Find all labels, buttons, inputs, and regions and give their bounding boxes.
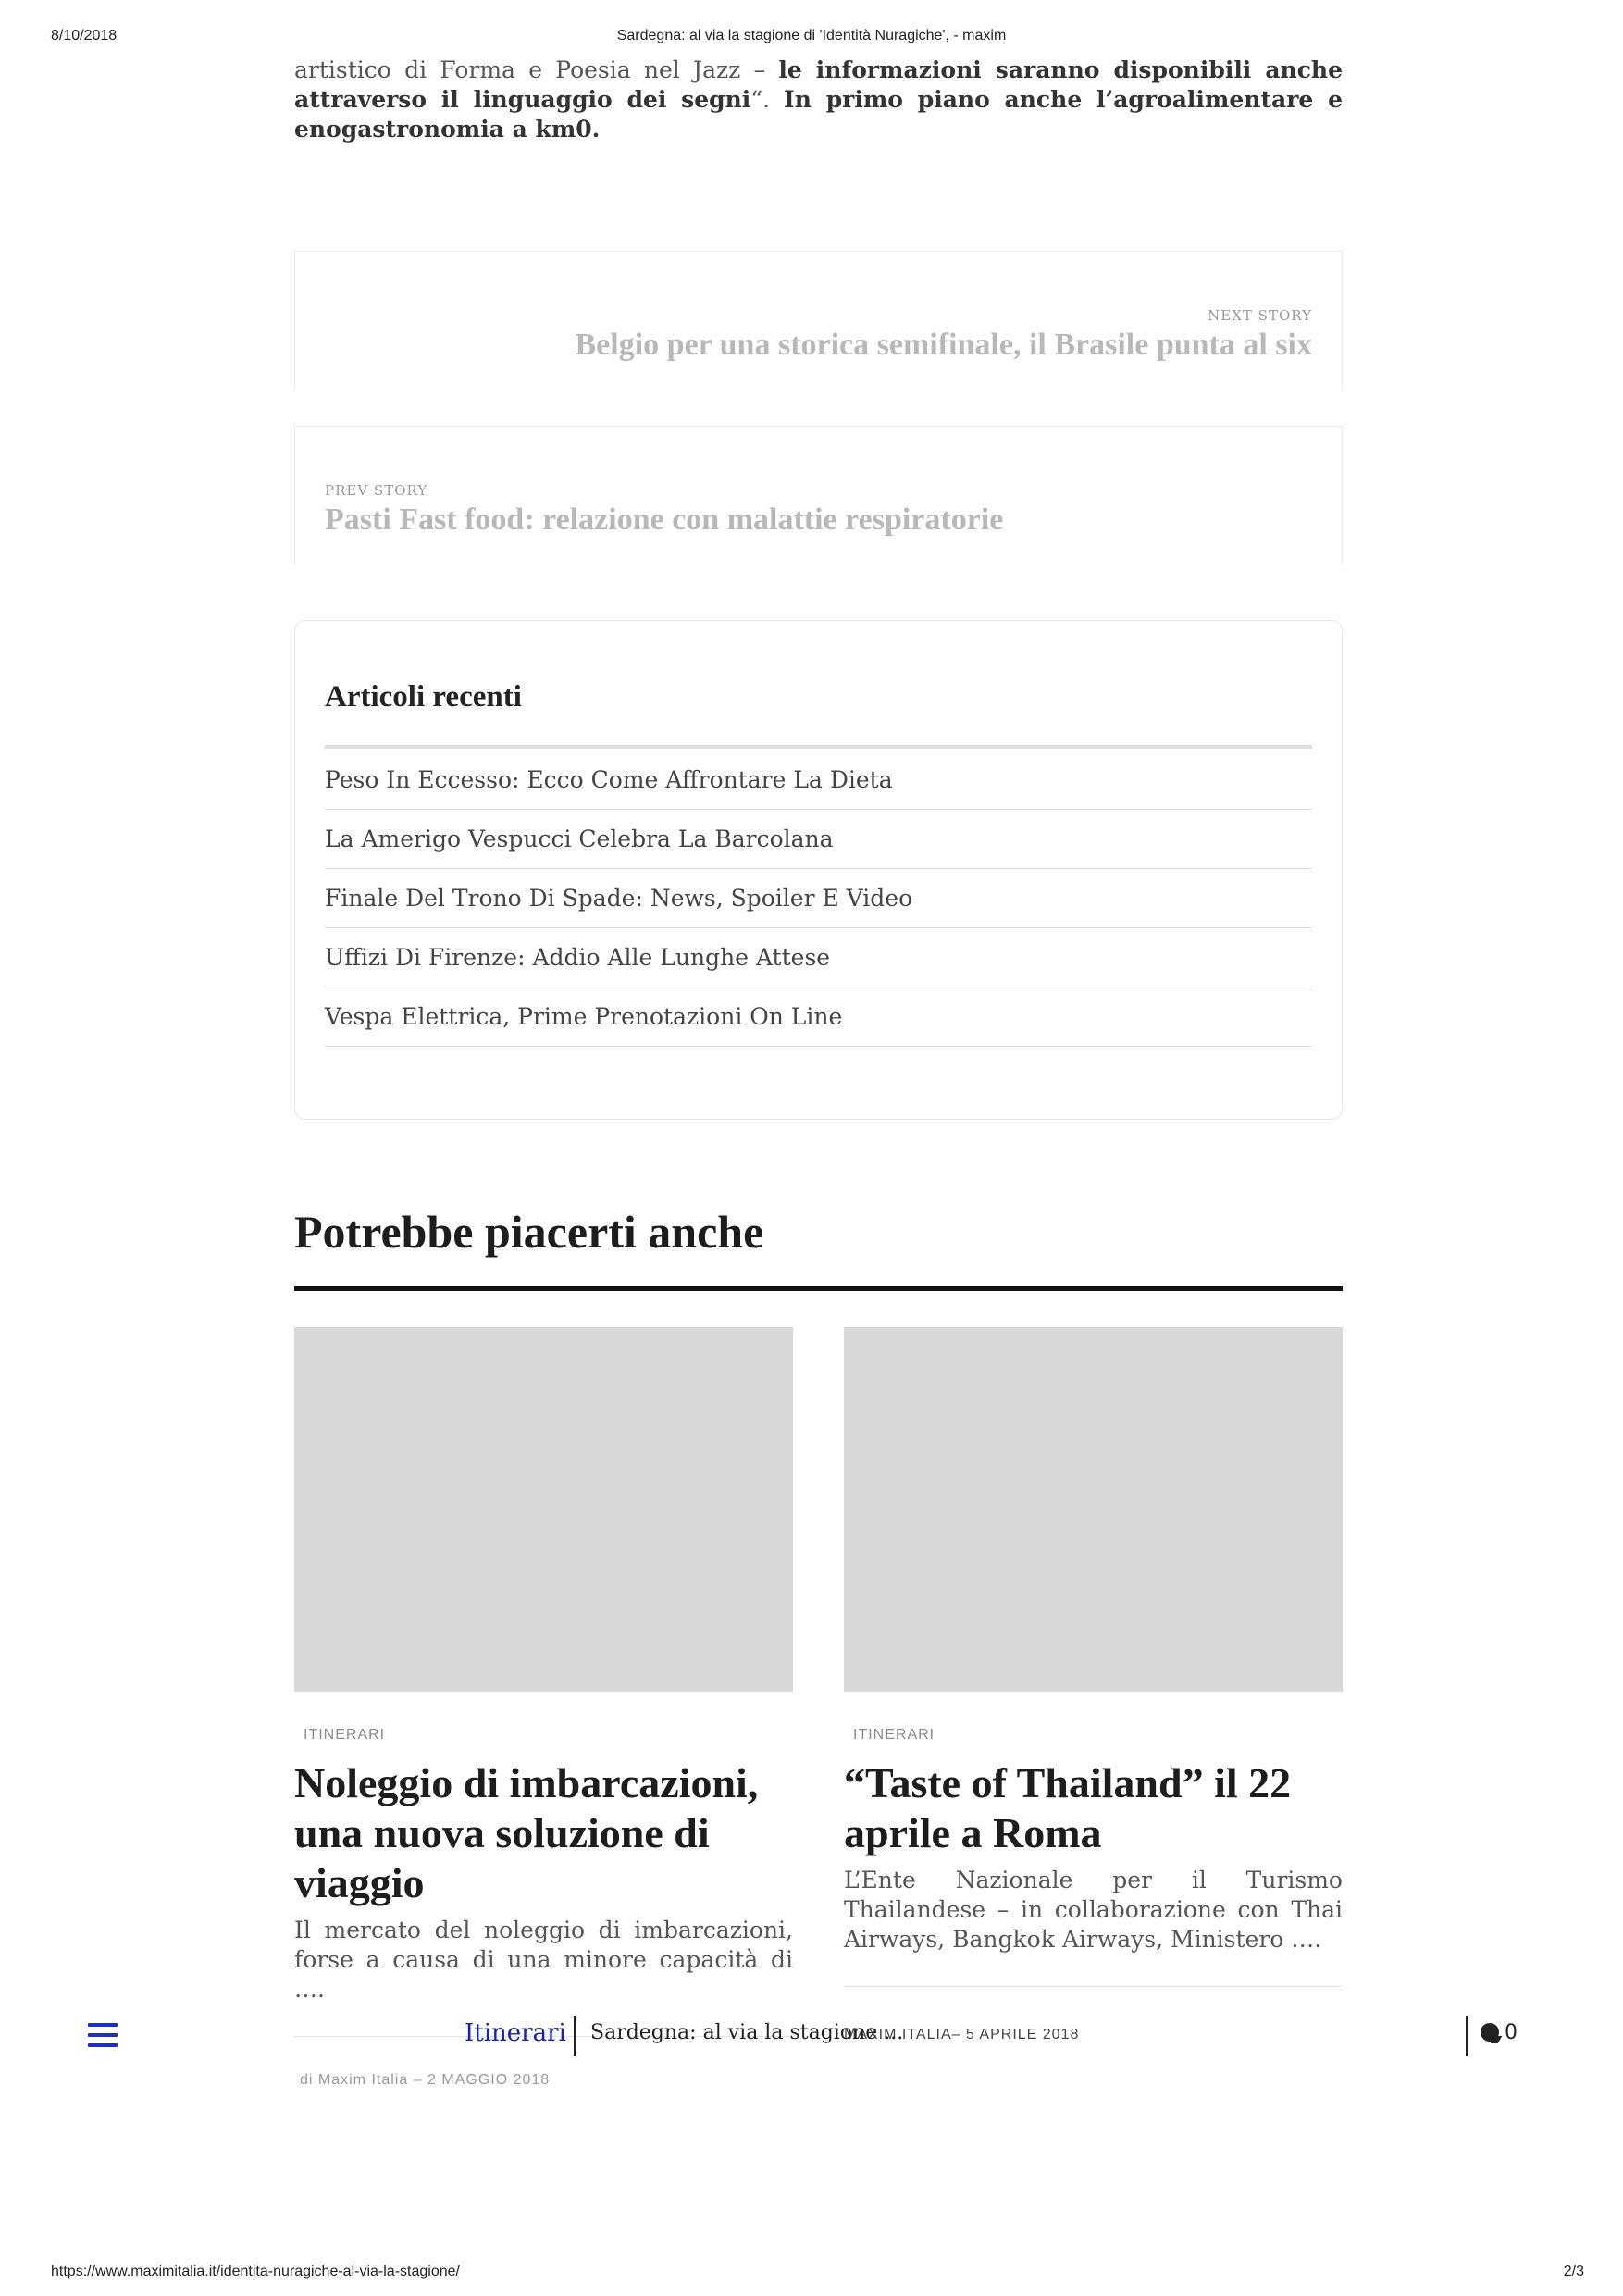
- prev-story-label: PREV STORY: [325, 482, 428, 499]
- print-page-number: 2/3: [1563, 2264, 1584, 2279]
- prev-story-title[interactable]: Pasti Fast food: relazione con malattie respiratorie: [325, 503, 1004, 537]
- article-closing-paragraph: [294, 56, 1343, 144]
- next-story-label: NEXT STORY: [1208, 307, 1312, 324]
- related-card[interactable]: [844, 1327, 1343, 2042]
- article-bold-text: In primo piano anche l’agroalimentare e enogastronomia a km0.: [294, 86, 1343, 143]
- article-bold-text: le informazioni saranno disponibili anche attraverso il linguaggio dei segni: [294, 56, 1344, 113]
- card-category[interactable]: ITINERARI: [853, 1727, 935, 1743]
- widget-title: Articoli recenti: [325, 680, 522, 714]
- prev-story-link[interactable]: [294, 426, 1343, 565]
- card-byline: MAXIM ITALIA– 5 APRILE 2018: [844, 2027, 1080, 2042]
- recent-article-link[interactable]: Vespa Elettrica, Prime Prenotazioni On Line: [325, 987, 1312, 1047]
- comment-count-button[interactable]: [1481, 2021, 1518, 2044]
- card-image-placeholder[interactable]: [294, 1327, 793, 1692]
- print-date: 8/10/2018: [51, 28, 118, 43]
- comment-count: 0: [1505, 2021, 1518, 2044]
- next-story-title[interactable]: Belgio per una storica semifinale, il Brasile punta al six: [575, 328, 1312, 362]
- card-title[interactable]: Noleggio di imbarcazioni, una nuova soluzione di viaggio: [294, 1759, 759, 1906]
- card-excerpt: Il mercato del noleggio di imbarcazioni, forse a causa di una minore capacità di ….: [294, 1917, 793, 2003]
- recent-articles-list: [325, 751, 1312, 1047]
- card-divider: [844, 1986, 1343, 1987]
- hamburger-menu-icon[interactable]: [88, 2023, 118, 2047]
- sticky-bottom-bar: [0, 2010, 1623, 2067]
- print-url: https://www.maximitalia.it/identita-nuragiche-al-via-la-stagione/: [51, 2264, 460, 2279]
- widget-divider: [325, 745, 1312, 749]
- recent-article-link[interactable]: Finale Del Trono Di Spade: News, Spoiler E Video: [325, 869, 1312, 928]
- card-byline: di Maxim Italia – 2 MAGGIO 2018: [300, 2072, 551, 2088]
- comment-bubble-icon: [1481, 2023, 1499, 2042]
- next-story-link[interactable]: [294, 251, 1343, 390]
- print-page-title: Sardegna: al via la stagione di 'Identità Nuragiche', - maxim: [616, 28, 1007, 43]
- article-text: “.: [750, 86, 785, 113]
- recent-article-link[interactable]: La Amerigo Vespucci Celebra La Barcolana: [325, 810, 1312, 869]
- recent-articles-widget: [294, 620, 1343, 1120]
- bar-category-link[interactable]: Itinerari: [465, 2019, 566, 2047]
- recent-article-link[interactable]: Uffizi Di Firenze: Addio Alle Lunghe Attese: [325, 928, 1312, 987]
- bar-separator: [1466, 2016, 1468, 2056]
- related-section-divider: [294, 1286, 1343, 1291]
- article-text: artistico di Forma e Poesia nel Jazz –: [294, 56, 779, 83]
- card-image-placeholder[interactable]: [844, 1327, 1343, 1692]
- related-section-title: Potrebbe piacerti anche: [294, 1206, 764, 1258]
- recent-article-link[interactable]: Peso In Eccesso: Ecco Come Affrontare La Dieta: [325, 751, 1312, 810]
- card-excerpt: L’Ente Nazionale per il Turismo Thailandese – in collaborazione con Thai Airways, Bangkok Airways, Ministero ….: [844, 1867, 1343, 1953]
- card-title[interactable]: “Taste of Thailand” il 22 aprile a Roma: [844, 1759, 1292, 1856]
- bar-separator: [574, 2016, 576, 2056]
- bar-article-title: Sardegna: al via la stagione ...: [590, 2021, 904, 2044]
- card-category[interactable]: ITINERARI: [304, 1727, 386, 1743]
